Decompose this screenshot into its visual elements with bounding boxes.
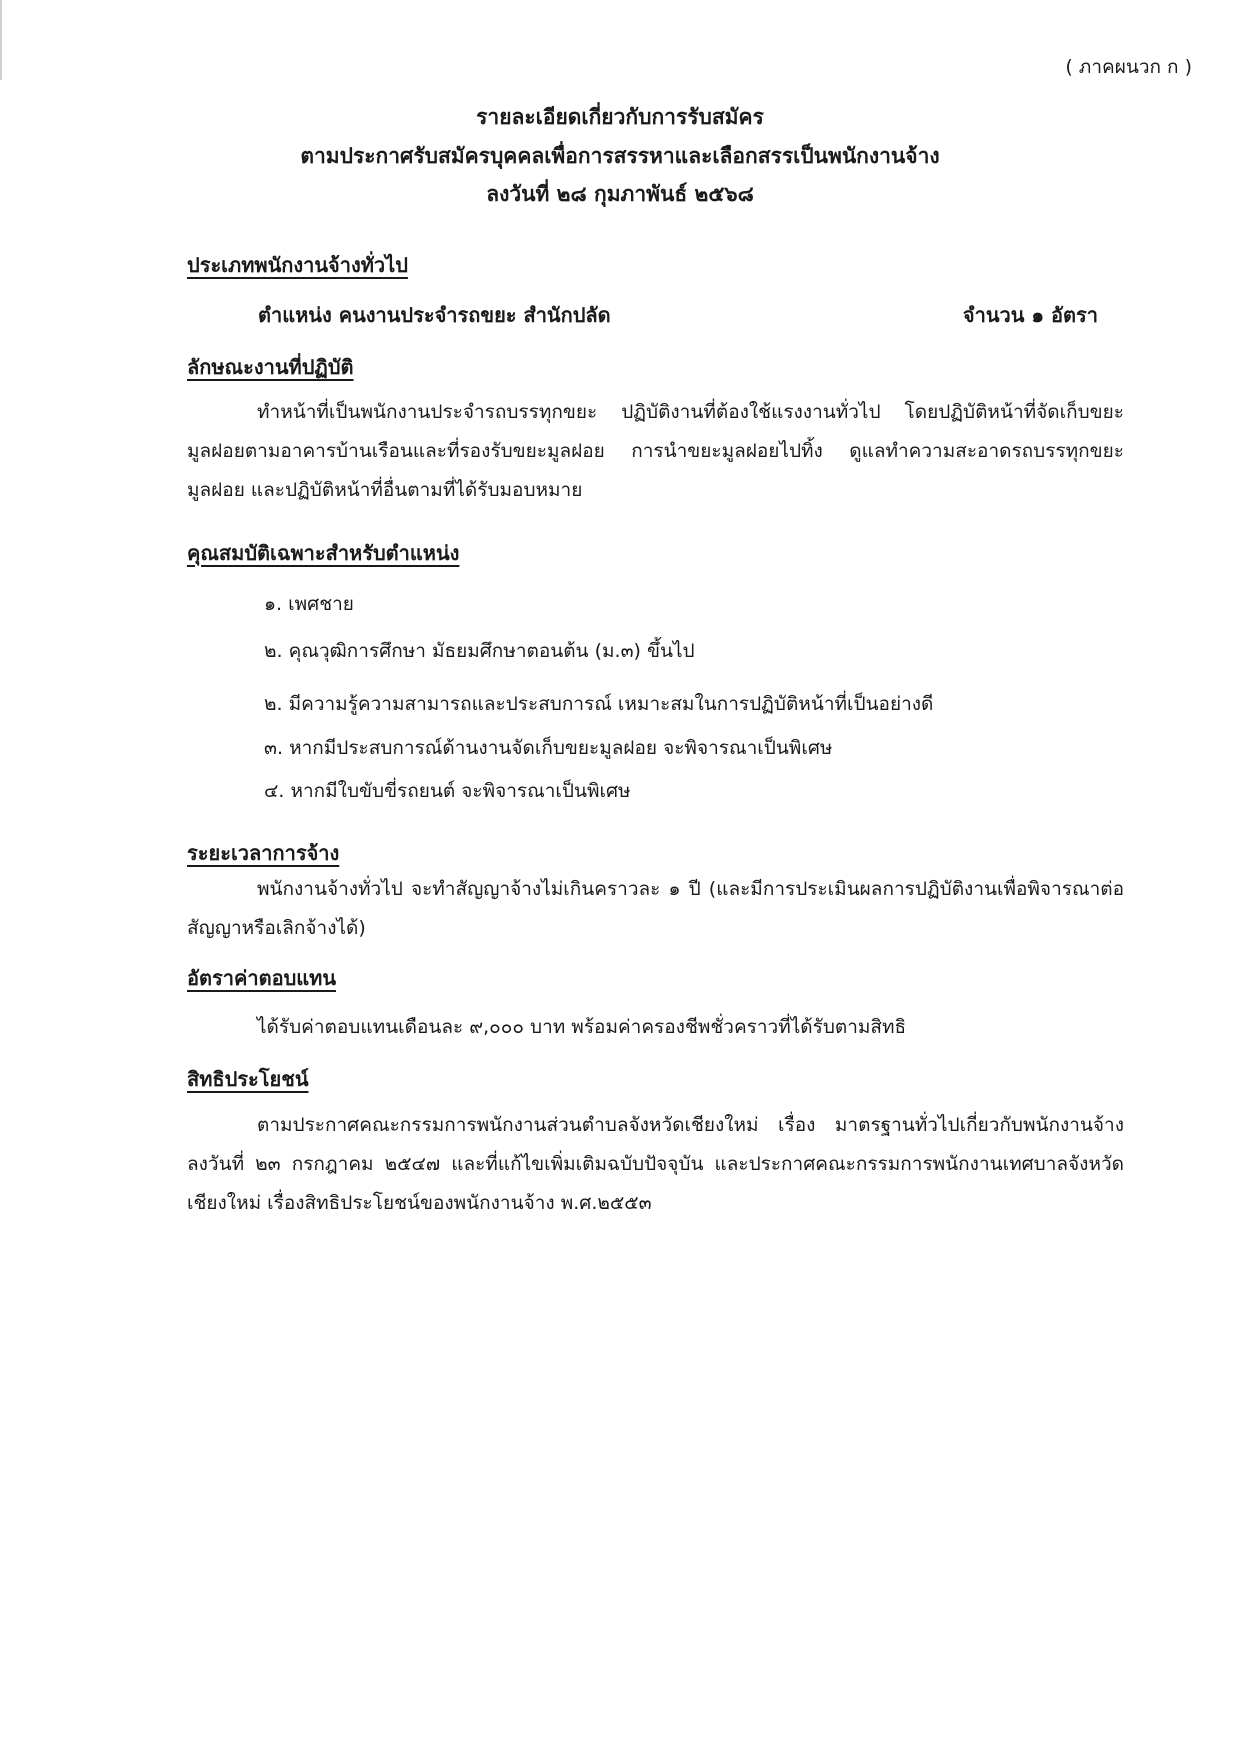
position-count: จำนวน ๑ อัตรา xyxy=(962,303,1098,327)
employee-type-heading: ประเภทพนักงานจ้างทั่วไป xyxy=(187,253,408,277)
compensation-text: ได้รับค่าตอบแทนเดือนละ ๙,๐๐๐ บาท พร้อมค่าครองชีพชั่วคราวที่ได้รับตามสิทธิ xyxy=(257,1016,907,1038)
appendix-label: ( ภาคผนวก ก ) xyxy=(1065,56,1192,78)
job-nature-heading: ลักษณะงานที่ปฏิบัติ xyxy=(187,355,354,379)
benefits-text: ตามประกาศคณะกรรมการพนักงานส่วนตำบลจังหวัดเชียงใหม่ เรื่อง มาตรฐานทั่วไปเกี่ยวกับพนักงานจ้าง ลงวันที่ ๒๓ กรกฎาคม ๒๕๔๗ และที่แก้ไขเพิ่มเติมฉบับปัจจุบัน และประกาศคณะกรรมการพนักงานเทศบาลจังหวัดเชียงใหม่ เรื่องสิทธิประโยชน์ของพนักงานจ้าง พ.ศ.๒๕๕๓ xyxy=(187,1114,1124,1214)
qualification-item: ๑. เพศชาย xyxy=(264,593,354,615)
qualification-item: ๒. มีความรู้ความสามารถและประสบการณ์ เหมาะสมในการปฏิบัติหน้าที่เป็นอย่างดี xyxy=(264,693,934,715)
document-subtitle: ตามประกาศรับสมัครบุคคลเพื่อการสรรหาและเลือกสรรเป็นพนักงานจ้าง xyxy=(300,144,940,168)
document-title: รายละเอียดเกี่ยวกับการรับสมัคร xyxy=(476,105,764,129)
position-title: ตำแหน่ง คนงานประจำรถขยะ สำนักปลัด xyxy=(258,303,611,327)
document-date: ลงวันที่ ๒๘ กุมภาพันธ์ ๒๕๖๘ xyxy=(486,182,754,206)
qualification-item: ๔. หากมีใบขับขี่รถยนต์ จะพิจารณาเป็นพิเศษ xyxy=(264,780,631,802)
qualification-item: ๒. คุณวุฒิการศึกษา มัธยมศึกษาตอนต้น (ม.๓) ขึ้นไป xyxy=(264,640,695,662)
job-nature-text: ทำหน้าที่เป็นพนักงานประจำรถบรรทุกขยะ ปฏิบัติงานที่ต้องใช้แรงงานทั่วไป โดยปฏิบัติหน้าที่จัดเก็บขยะมูลฝอยตามอาคารบ้านเรือนและที่รองรับขยะมูลฝอย การนำขยะมูลฝอยไปทิ้ง ดูแลทำความสะอาดรถบรรทุกขยะมูลฝอย และปฏิบัติหน้าที่อื่นตามที่ได้รับมอบหมาย xyxy=(187,401,1124,501)
compensation-heading: อัตราค่าตอบแทน xyxy=(187,966,337,990)
employment-period-text: พนักงานจ้างทั่วไป จะทำสัญญาจ้างไม่เกินคราวละ ๑ ปี (และมีการประเมินผลการปฏิบัติงานเพื่อพิจารณาต่อสัญญาหรือเลิกจ้างได้) xyxy=(187,878,1124,939)
qualification-item: ๓. หากมีประสบการณ์ด้านงานจัดเก็บขยะมูลฝอย จะพิจารณาเป็นพิเศษ xyxy=(264,737,833,759)
scan-edge-mark xyxy=(0,0,2,80)
employment-period-heading: ระยะเวลาการจ้าง xyxy=(187,841,340,865)
benefits-heading: สิทธิประโยชน์ xyxy=(187,1067,309,1091)
qualifications-heading: คุณสมบัติเฉพาะสำหรับตำแหน่ง xyxy=(187,541,460,565)
